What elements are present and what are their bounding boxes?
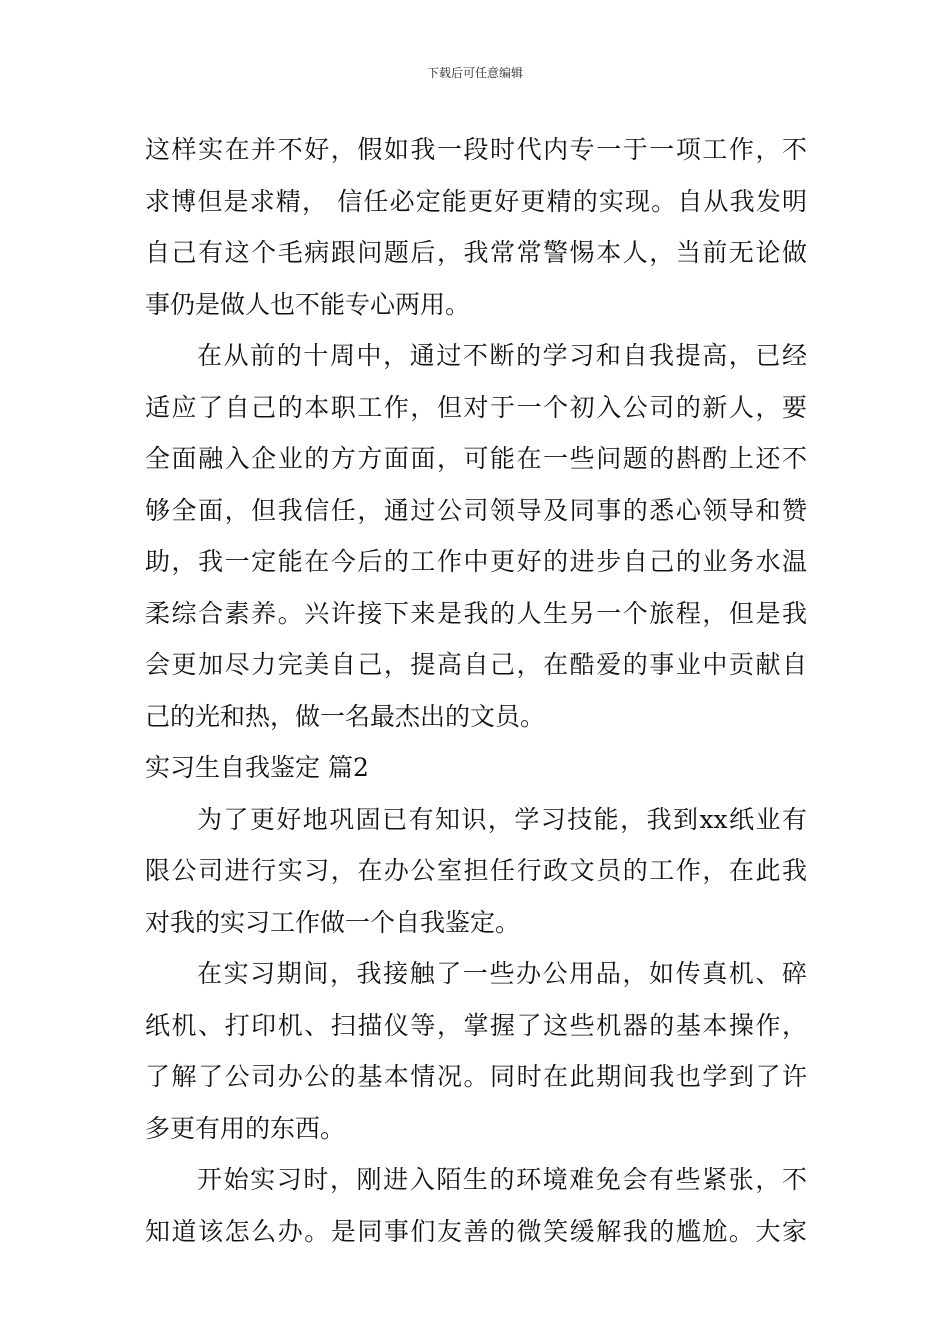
paragraph-line: 柔综合素养。兴许接下来是我的人生另一个旅程，但是我 — [145, 598, 807, 628]
section-heading: 实习生自我鉴定 篇2 — [145, 753, 369, 782]
paragraph-line: 为了更好地巩固已有知识，学习技能，我到xx纸业有 — [197, 804, 807, 834]
paragraph-line: 适应了自己的本职工作，但对于一个初入公司的新人，要 — [145, 392, 807, 422]
paragraph-line: 全面融入企业的方方面面，可能在一些问题的斟酌上还不 — [145, 444, 807, 473]
page-header: 下载后可任意编辑 — [426, 66, 523, 80]
paragraph-line: 在从前的十周中，通过不断的学习和自我提高，已经 — [197, 341, 807, 370]
paragraph-line: 纸机、打印机、扫描仪等，掌握了这些机器的基本操作， — [145, 1010, 807, 1040]
paragraph-line: 知道该怎么办。是同事们友善的微笑缓解我的尴尬。大家 — [145, 1216, 807, 1246]
paragraph-line: 够全面，但我信任，通过公司领导及同事的悉心领导和赞 — [145, 495, 807, 525]
paragraph-line: 多更有用的东西。 — [145, 1113, 346, 1143]
paragraph-line: 在实习期间，我接触了一些办公用品，如传真机、碎 — [197, 959, 807, 988]
paragraph-line: 会更加尽力完美自己，提高自己，在酷爱的事业中贡献自 — [145, 650, 807, 679]
paragraph-line: 事仍是做人也不能专心两用。 — [145, 289, 471, 319]
paragraph-line: 己的光和热，做一名最杰出的文员。 — [145, 701, 546, 731]
paragraph-line: 这样实在并不好，假如我一段时代内专一于一项工作，不 — [145, 135, 807, 164]
paragraph-line: 求博但是求精， 信任必定能更好更精的实现。自从我发明 — [145, 186, 807, 216]
paragraph-line: 助，我一定能在今后的工作中更好的进步自己的业务水温 — [145, 547, 807, 576]
paragraph-line: 限公司进行实习，在办公室担任行政文员的工作，在此我 — [145, 856, 807, 885]
paragraph-line: 自己有这个毛病跟问题后，我常常警惕本人，当前无论做 — [145, 238, 807, 267]
document-body — [145, 124, 807, 1257]
paragraph-line: 对我的实习工作做一个自我鉴定。 — [145, 907, 521, 937]
paragraph-line: 了解了公司办公的基本情况。同时在此期间我也学到了许 — [145, 1062, 807, 1091]
paragraph-line: 开始实习时，刚进入陌生的环境难免会有些紧张，不 — [197, 1165, 807, 1194]
